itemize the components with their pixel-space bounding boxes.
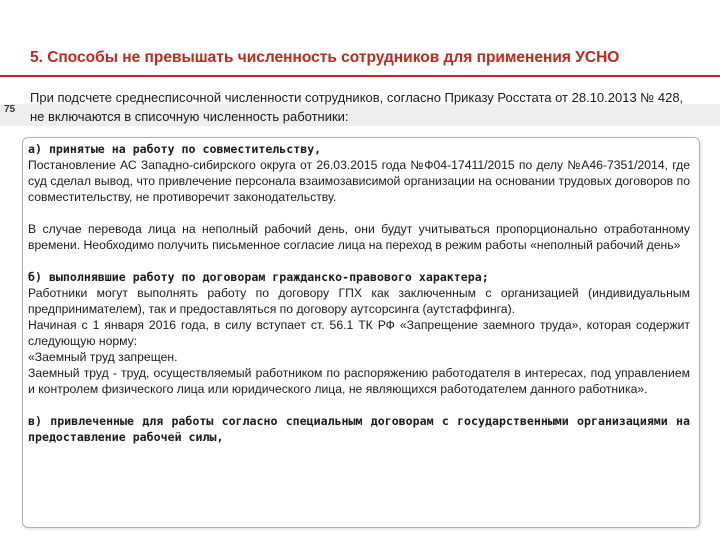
part-time-text: В случае перевода лица на неполный рабочий день, они будут учитываться пропорционально отработанному времени. Необходимо получить письменное согласие лица на переход в режим работы «неполный рабочий день» [28, 222, 690, 252]
law-text: Начиная с 1 января 2016 года, в силу вступает ст. 56.1 ТК РФ «Запрещение заемного труда», которая содержит следующую норму: [28, 318, 690, 348]
section-c-heading: в) привлеченные для работы согласно специальным договорам с государственными организациями на предоставление рабочей силы, [28, 414, 690, 444]
content-body [28, 141, 690, 445]
section-a-text: Постановление АС Западно-сибирского округа от 26.03.2015 года №Ф04-17411/2015 по делу №А46-7351/2014, где суд сделал вывод, что привлечение персонала взаимозависимой организации на основании трудовых договоров по совместительству, не противоречит законодательству. [28, 158, 690, 204]
slide-number: 75 [4, 104, 16, 115]
spacer [28, 205, 690, 221]
slide-title: 5. Способы не превышать численность сотрудников для применения УСНО [30, 49, 620, 66]
section-b-heading: б) выполнявшие работу по договорам гражданско-правового характера; [28, 270, 489, 284]
intro-text: При подсчете среднесписочной численности сотрудников, согласно Приказу Росстата от 28.10.2013 № 428, не включаются в списочную численность работники: [30, 90, 684, 124]
quote-text: «Заемный труд запрещен. [28, 350, 178, 364]
section-b-text: Работники могут выполнять работу по договору ГПХ как заключенным с организацией (индивидуальным предпринимателем), так и предоставляться по договору аутсорсинга (аутстаффинга). [28, 286, 690, 316]
section-a-heading: а) принятые на работу по совместительству, [28, 142, 322, 156]
spacer [28, 253, 690, 269]
definition-text: Заемный труд - труд, осуществляемый работником по распоряжению работодателя в интересах, под управлением и контролем физического лица или юридического лица, не являющихся работодателем данного работника». [28, 366, 690, 396]
title-divider [0, 75, 720, 77]
spacer [28, 397, 690, 413]
